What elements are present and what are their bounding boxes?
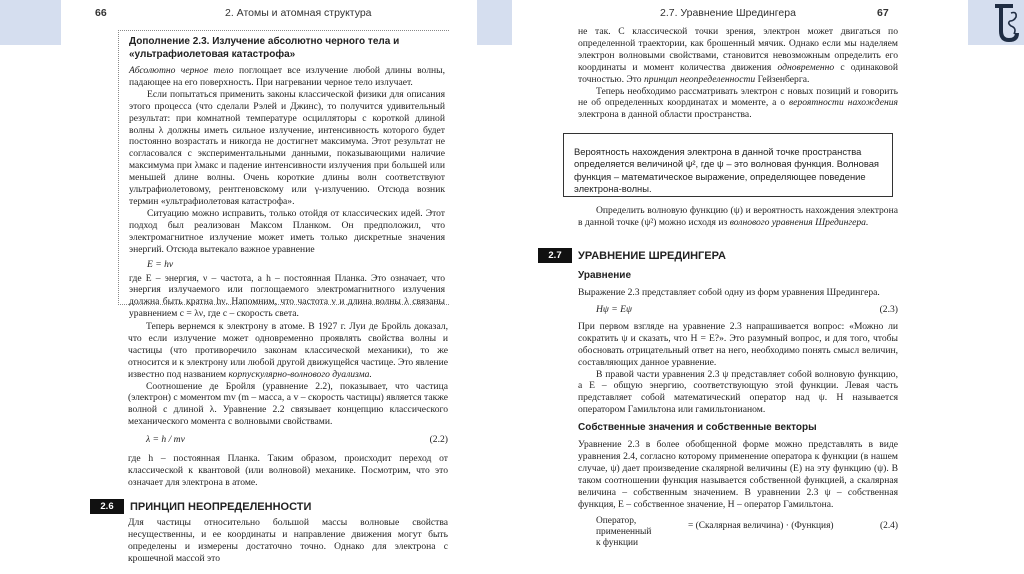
decorative-block-middle xyxy=(477,0,512,45)
term-italic: корпускулярно-волнового дуализма. xyxy=(228,368,372,380)
sidebar-paragraph-1 xyxy=(129,65,445,89)
definition-text: Вероятность нахождения электрона в данной точке пространства определяется величиной ψ², где ψ – это волновая функция. Волновая функция – математическое выражение, определяющее поведение электрона-волны. xyxy=(574,146,879,194)
paragraph-planck-constant: где h – постоянная Планка. Таким образом, происходит переход от классической к квантовой (или волновой) механике. Посмотрим, что это означает для электрона в атоме. xyxy=(128,453,448,488)
text: электрона в данной области пространства. xyxy=(578,109,752,121)
equation-text: Hψ = Eψ xyxy=(596,303,632,315)
sidebar-paragraph-2: Если попытаться применить законы классической физики для описания этого процесса (что сделали Рэлей и Джинс), то получится удивительный результат: при комнатной температуре осцилляторы с короткой длиной волны λ должны иметь сильное излучение, интенсивность которого будет постоянно возрастать и никогда не достигнет максимума. Этот результат не согласовался с экспериментальными данными, показывающими наличие максимума при λмакс и падение интенсивности излучения при большей или меньшей длине волны. Очень короткие длины волн соответствуют ультрафиолетовому, рентгеновскому или γ-излучению. Отсюда возник термин «ультрафиолетовая катастрофа». xyxy=(129,88,445,207)
running-head-left: 2. Атомы и атомная структура xyxy=(225,7,372,19)
section-title: УРАВНЕНИЕ ШРЕДИНГЕРА xyxy=(578,249,726,262)
sidebar-title xyxy=(129,36,445,61)
paragraph-uncertainty: Для частицы относительно большой массы волновые свойства несущественны, и ее координаты и направление движения могут быть определены и измерены достаточно точно. Однако для электрона с крошечной массой это xyxy=(128,517,448,564)
sidebar-paragraph-3: Ситуацию можно исправить, только отойдя от классических идей. Этот подход был реализован Максом Планком. Он предположил, что электромагнитное излучение может иметь только дискретные значения энергий. Отсюда вытекало важное уравнение xyxy=(129,207,445,255)
equation-number: (2.3) xyxy=(879,303,898,315)
equation-planck xyxy=(129,259,445,270)
paragraph-hamiltonian: В правой части уравнения 2.3 ψ представляет собой волновую функцию, а E – общую энергию, соответствующую этой функции. Левая часть представляет собой математический оператор над ψ. H называется оператором Гамильтона или гамильтонианом. xyxy=(578,368,898,416)
sidebar-box xyxy=(118,30,449,320)
subheading-equation: Уравнение xyxy=(578,270,632,281)
equation-2-4 xyxy=(596,516,898,549)
right-body-top xyxy=(578,26,898,121)
term-italic: волнового уравнения Шредингера. xyxy=(729,216,869,228)
equation-text: Оператор, примененный xyxy=(596,516,652,537)
text: Определить волновую функцию (ψ) и вероятность нахождения электрона в данной точке (ψ²) можно исходя из xyxy=(578,205,898,228)
running-head-right: 2.7. Уравнение Шредингера xyxy=(660,7,796,19)
text: поглощает все излучение любой длины волны, падающее на его поверхность. При нагревании черное тело излучает. xyxy=(129,65,445,88)
page-number-left: 66 xyxy=(95,7,107,19)
section-title: ПРИНЦИП НЕОПРЕДЕЛЕННОСТИ xyxy=(130,500,312,513)
sidebar-title-line2: «ультрафиолетовая катастрофа» xyxy=(129,48,296,60)
term-italic: вероятности нахождения xyxy=(788,97,898,109)
equation-2-3 xyxy=(578,304,898,315)
paragraph-question: При первом взгляде на уравнение 2.3 напрашивается вопрос: «Можно ли сократить ψ и сказать, что H = E?». Это разумный вопрос, и для того, чтобы обосновать отрицательный ответ на него, необходимо понять смысл величин, составляющих данное уравнение. xyxy=(578,320,898,368)
sidebar-title-line1: Дополнение 2.3. Излучение абсолютно черного тела и xyxy=(129,36,400,47)
text: Теперь необходимо рассматривать электрон с новых позиций и говорить не об определенных координатах и моменте, а о xyxy=(578,85,898,109)
equation-2-4-right: = (Скалярная величина) · (Функция) xyxy=(688,521,834,531)
subheading-eigenvalues: Собственные значения и собственные векторы xyxy=(578,422,817,433)
definition-box xyxy=(563,133,893,197)
equation-2-4-left xyxy=(596,516,688,549)
decorative-block-left xyxy=(0,0,61,45)
paragraph-wave-function xyxy=(578,205,898,229)
equation-text: к функции xyxy=(596,538,639,548)
left-body-text xyxy=(128,321,448,489)
paragraph-de-broglie xyxy=(128,321,448,381)
paragraph-eigen: Уравнение 2.3 в более обобщенной форме можно представлять в виде уравнения 2.4, согласно которому применение оператора к функции (в нашем случае, ψ) дает произведение скалярной величины (E) на эту функцию (ψ). В таком соотношении функция называется собственной функцией, а скалярная величина – собственным значением. В уравнении 2.3 ψ – собственная функция, E – собственное значение, H – оператор Гамильтона. xyxy=(578,439,898,510)
equation-number: (2.4) xyxy=(880,521,898,531)
term-italic: Абсолютно черное тело xyxy=(129,65,234,76)
section-number: 2.6 xyxy=(90,499,124,514)
section-heading-2-7 xyxy=(538,248,726,263)
page-number-right: 67 xyxy=(877,7,889,19)
text: Теперь вернемся к электрону в атоме. В 1927 г. Луи де Бройль доказал, что если излучение может одновременно проявлять свойства волны и частицы (что противоречило законам классической механики), то же относится и к электрону или любой другой движущейся частице. Это явление известно под названием xyxy=(128,321,448,380)
text: не так. С классической точки зрения, электрон может двигаться по определенной траектории, как брошенный мячик. Однако если мы наделяем электрон волновыми свойствами, становится невозможным определить его координаты и момент количества движения xyxy=(578,26,898,73)
text: с одинаковой точностью. Это xyxy=(578,61,898,85)
equation-text: E = hν xyxy=(147,258,174,270)
section-number: 2.7 xyxy=(538,248,572,263)
paragraph-de-broglie-relation: Соотношение де Бройля (уравнение 2.2), показывает, что частица (электрон) с моментом mv (m – масса, а v – скорость частицы) является также волной с длиной λ. Уравнение 2.2 связывает концепцию классического механического момента с волновыми свойствами. xyxy=(128,380,448,428)
paragraph-probability xyxy=(578,86,898,122)
section-heading-2-6 xyxy=(90,499,311,514)
university-logo-icon xyxy=(995,3,1021,43)
paragraph-expression-2-3: Выражение 2.3 представляет собой одну из форм уравнения Шредингера. xyxy=(578,287,880,298)
term-italic: принцип неопределенности xyxy=(644,73,756,85)
term-italic: одновременно xyxy=(777,61,835,73)
equation-2-2 xyxy=(128,434,448,445)
paragraph-heisenberg xyxy=(578,26,898,86)
sidebar-paragraph-4: где E – энергия, ν – частота, а h – постоянная Планка. Это означает, что энергия излучаемого или поглощаемого электромагнитного излучения должна быть кратна hν. Напомним, что частота ν и длина волны λ связаны уравнением c = λν, где c – скорость света. xyxy=(129,272,445,320)
equation-text: λ = h / mv xyxy=(146,434,185,446)
text: Гейзенберга. xyxy=(755,73,810,85)
equation-number: (2.2) xyxy=(429,434,448,446)
